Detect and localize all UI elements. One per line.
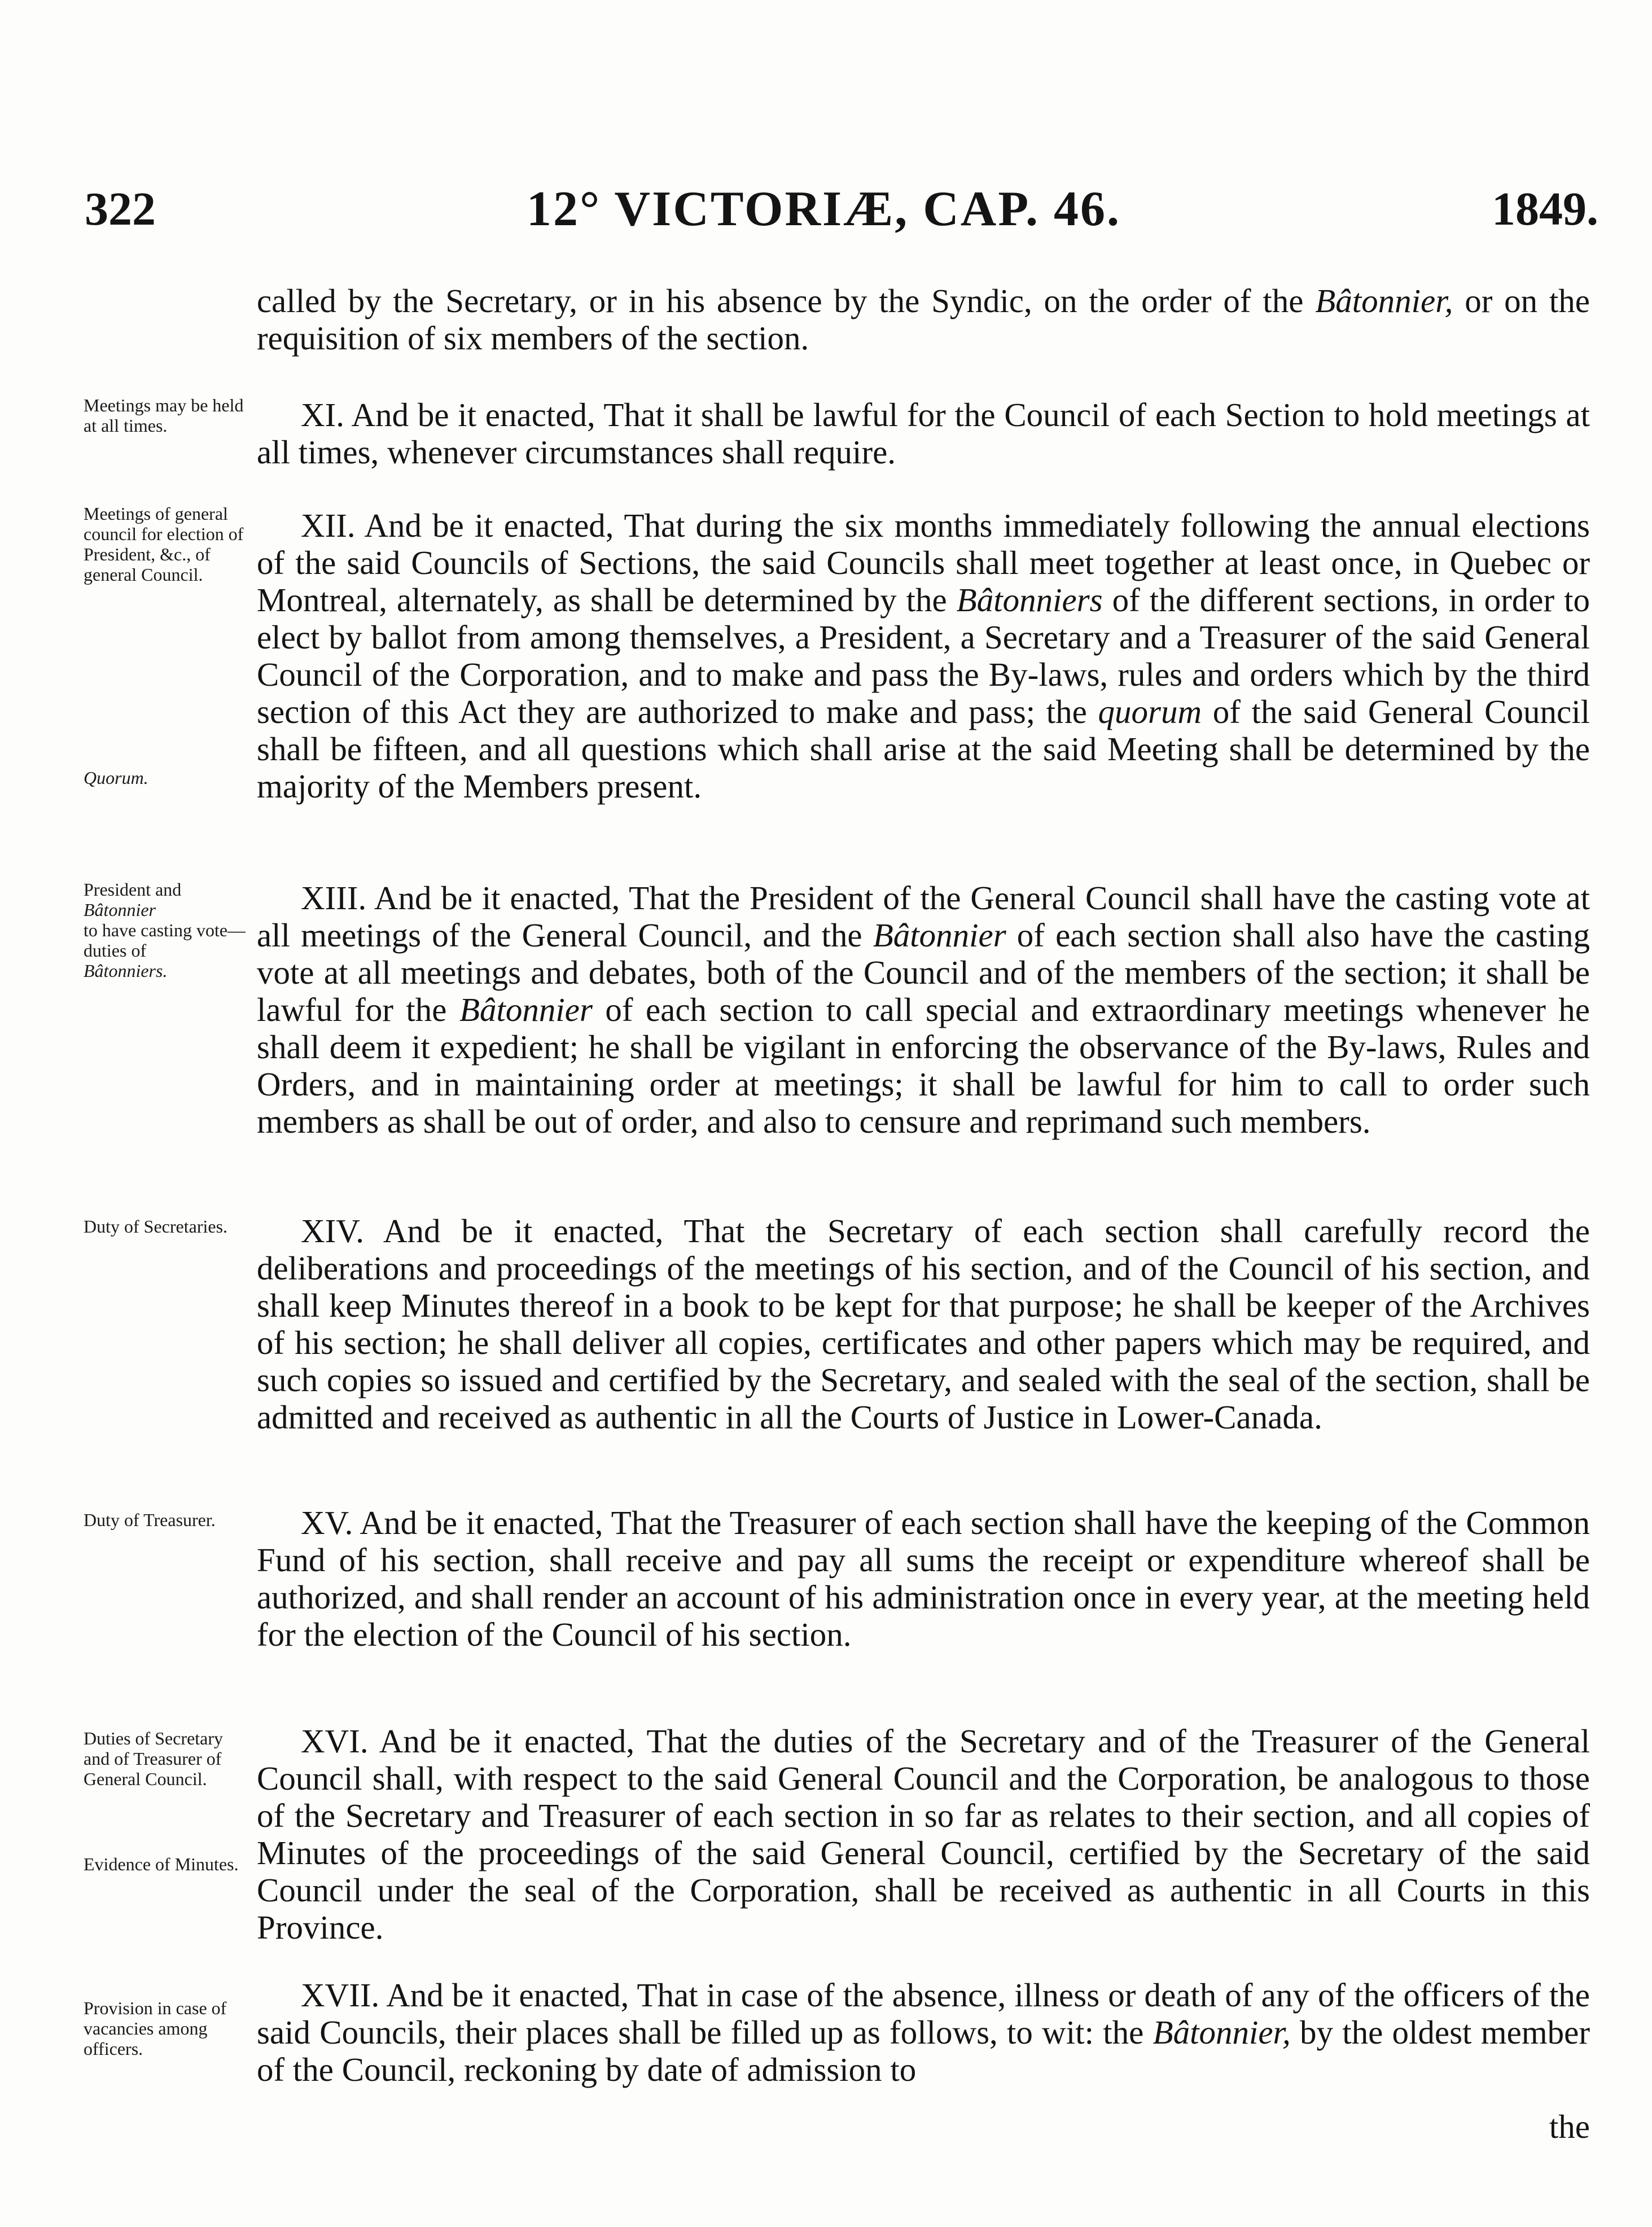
margin-note-xii: Meetings of general council for election of President, &c., of general Council. <box>84 503 244 585</box>
section-xv: XV. And be it enacted, That the Treasurer of each section shall have the keeping of the Common Fund of his section, shall receive and pay all sums the receipt or expenditure whereof shall be authorized, and shall render an account of his administration once in every year, at the meeting held for the election of the Council of his section. <box>257 1504 1590 1653</box>
section-xi: XI. And be it enacted, That it shall be lawful for the Council of each Section to hold meetings at all times, whenever circumstances shall require. <box>257 396 1590 471</box>
batonnier-term: Bâtonnier, <box>1315 282 1453 319</box>
section-xiii: XIII. And be it enacted, That the President of the General Council shall have the casting vote at all meetings of the General Council, and the Bâtonnier of each section shall also have the casting vote at all meetings and debates, both of the Council and of the members of the section; it shall be lawful for the Bâtonnier of each section to call special and extraordinary meetings whenever he shall deem it expedient; he shall be vigilant in enforcing the observance of the By-laws, Rules and Orders, and in maintaining order at meetings; it shall be lawful for him to call to order such members as shall be out of order, and also to censure and reprimand such members. <box>257 879 1590 1140</box>
page-number: 322 <box>85 182 156 235</box>
margin-note-quorum: Quorum. <box>84 768 148 788</box>
section-xiv: XIV. And be it enacted, That the Secretary of each section shall carefully record the deliberations and proceedings of the meetings of his section, and of the Council of his section, and shall keep Minutes thereof in a book to be kept for that purpose; he shall be keeper of the Archives of his section; he shall deliver all copies, certificates and other papers which may be required, and such copies so issued and certified by the Secretary, and sealed with the seal of the section, shall be admitted and received as authentic in all the Courts of Justice in Lower-Canada. <box>257 1212 1590 1436</box>
margin-note-xiv: Duty of Secretaries. <box>84 1216 228 1237</box>
section-xvii: XVII. And be it enacted, That in case of the absence, illness or death of any of the officers of the said Councils, their places shall be filled up as follows, to wit: the Bâtonnier, by the oldest member of the Council, reckoning by date of admission to <box>257 1976 1590 2088</box>
section-xvi: XVI. And be it enacted, That the duties of the Secretary and of the Treasurer of the General Council shall, with respect to the said General Council and the Corporation, be analogous to those of the Secretary and Treasurer of each section in so far as relates to their section, and all copies of Minutes of the proceedings of the said General Council, certified by the Secretary of the said Council under the seal of the Corporation, shall be received as authentic in all Courts in this Province. <box>257 1722 1590 1946</box>
page-header <box>85 172 1598 246</box>
section-xii: XII. And be it enacted, That during the six months immediately following the annual elections of the said Councils of Sections, the said Councils shall meet together at least once, in Quebec or Montreal, alternately, as shall be determined by the Bâtonniers of the different sections, in order to elect by ballot from among themselves, a President, a Secretary and a Treasurer of the said General Council of the Corporation, and to make and pass the By-laws, rules and orders which by the third section of this Act they are authorized to make and pass; the quorum of the said General Council shall be fifteen, and all questions which shall arise at the said Meeting shall be determined by the majority of the Members present. <box>257 507 1590 805</box>
margin-note-xiii: President and Bâtonnier to have casting vote—duties of Bâtonniers. <box>84 879 246 981</box>
margin-note-xvi: Duties of Secretary and of Treasurer of General Council. <box>84 1728 224 1789</box>
header-year: 1849. <box>1491 182 1598 235</box>
margin-note-xi: Meetings may be held at all times. <box>84 395 244 436</box>
margin-note-xvii: Provision in case of vacancies among officers. <box>84 1998 227 2059</box>
catchword: the <box>1549 2108 1590 2145</box>
margin-note-evidence: Evidence of Minutes. <box>84 1854 239 1874</box>
continuation-paragraph: called by the Secretary, or in his absence by the Syndic, on the order of the Bâtonnier, or on the requisition of six members of the section. <box>257 282 1590 357</box>
margin-note-xv: Duty of Treasurer. <box>84 1510 216 1530</box>
running-title: 12° VICTORIÆ, CAP. 46. <box>526 181 1121 236</box>
